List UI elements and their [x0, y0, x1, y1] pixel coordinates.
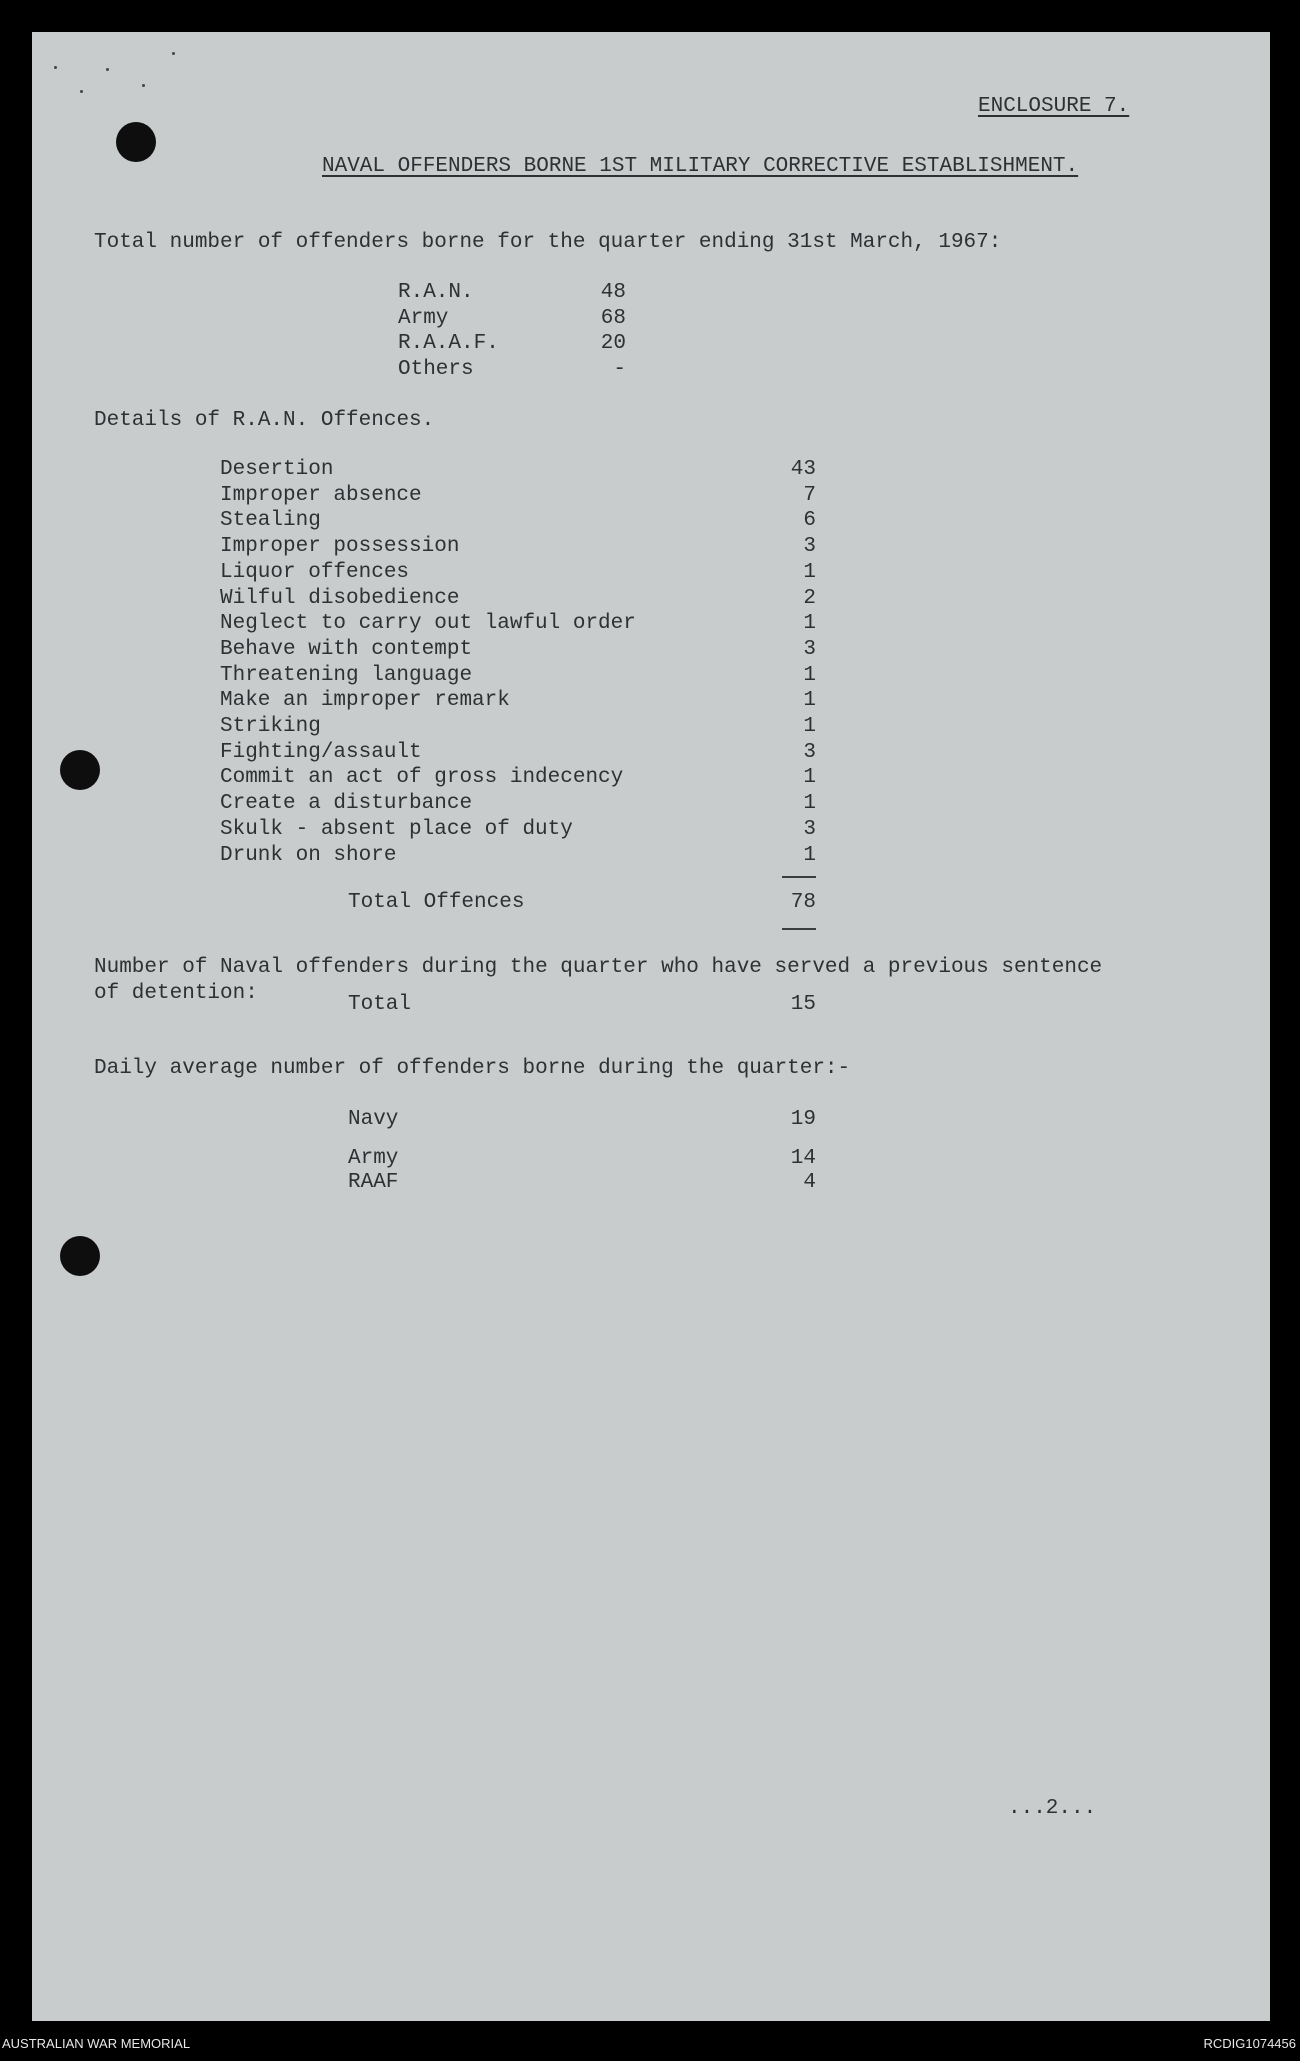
offence-row-value: 3: [803, 740, 816, 764]
service-row-label: R.A.A.F.: [398, 332, 499, 355]
previous-sentence-line1: Number of Naval offenders during the quarter who have served a previous sentence: [94, 956, 1103, 979]
footer-right: RCDIG1074456: [1203, 2036, 1296, 2051]
document-page: [32, 32, 1270, 2021]
punch-hole: [60, 1236, 100, 1276]
offence-row-value: 1: [803, 792, 816, 816]
offence-row-label: Commit an act of gross indecency: [220, 766, 624, 790]
service-row-value: 68: [600, 306, 626, 330]
service-row-label: Others: [398, 357, 474, 381]
daily-row-value: 4: [803, 1171, 816, 1194]
paper-speck: [106, 68, 109, 71]
paper-speck: [172, 52, 175, 55]
offence-row-label: Improper possession: [220, 535, 460, 559]
total-intro: Total number of offenders borne for the quarter ending 31st March, 1967:: [94, 231, 1002, 254]
offence-row-label: Neglect to carry out lawful order: [220, 612, 636, 636]
offence-row-label: Create a disturbance: [220, 792, 473, 816]
offence-row-label: Fighting/assault: [220, 740, 422, 764]
paper-speck: [54, 66, 57, 69]
service-row-value: -: [613, 357, 626, 381]
offence-row-label: Skulk - absent place of duty: [220, 817, 573, 841]
offence-row-value: 3: [803, 637, 816, 661]
offence-row-label: Threatening language: [220, 663, 473, 687]
daily-row-value: 19: [790, 1108, 816, 1131]
daily-row-value: 14: [790, 1147, 816, 1170]
offence-row-label: Improper absence: [220, 483, 422, 507]
offence-row-label: Wilful disobedience: [220, 586, 460, 610]
previous-total-label: Total: [348, 993, 412, 1016]
details-heading: Details of R.A.N. Offences.: [94, 409, 435, 432]
punch-hole: [60, 750, 100, 790]
service-row-label: Army: [398, 306, 449, 330]
footer-left: AUSTRALIAN WAR MEMORIAL: [2, 2036, 191, 2051]
daily-row-label: RAAF: [348, 1171, 399, 1194]
offence-row-value: 3: [803, 535, 816, 559]
total-offences-value: 78: [790, 891, 816, 914]
offence-row-label: Behave with contempt: [220, 637, 473, 661]
offence-row-label: Stealing: [220, 509, 321, 533]
offence-row-value: 7: [803, 483, 816, 507]
offence-row-value: 6: [803, 509, 816, 533]
paper-speck: [142, 84, 145, 87]
offence-row-value: 2: [803, 586, 816, 610]
service-row-value: 48: [600, 281, 626, 304]
offence-row-value: 1: [803, 689, 816, 713]
total-rule-bottom: [782, 928, 816, 930]
total-rule-top: [782, 876, 816, 878]
page-title: NAVAL OFFENDERS BORNE 1ST MILITARY CORRECTIVE ESTABLISHMENT.: [322, 155, 1079, 178]
enclosure-label: ENCLOSURE 7.: [978, 95, 1130, 118]
punch-hole: [116, 122, 156, 162]
offence-row-label: Liquor offences: [220, 560, 410, 584]
offence-row-value: 43: [790, 458, 816, 481]
offence-row-value: 1: [803, 663, 816, 687]
daily-row-label: Navy: [348, 1108, 399, 1131]
offence-row-value: 1: [803, 715, 816, 738]
paper-speck: [80, 90, 83, 93]
previous-total-value: 15: [790, 993, 816, 1016]
daily-row-label: Army: [348, 1147, 399, 1170]
page-marker: ...2...: [1008, 1797, 1097, 1820]
previous-sentence-line2: of detention:: [94, 982, 258, 1005]
offence-row-label: Desertion: [220, 458, 334, 481]
offence-row-value: 3: [803, 817, 816, 841]
offence-row-label: Drunk on shore: [220, 843, 397, 867]
offence-row-value: 1: [803, 766, 816, 790]
offence-row-value: 1: [803, 843, 816, 867]
offence-row-label: Make an improper remark: [220, 689, 510, 713]
total-offences-label: Total Offences: [348, 891, 525, 914]
service-row-value: 20: [600, 332, 626, 355]
daily-heading: Daily average number of offenders borne during the quarter:-: [94, 1057, 851, 1080]
offence-row-label: Striking: [220, 715, 321, 738]
offence-row-value: 1: [803, 612, 816, 636]
service-row-label: R.A.N.: [398, 281, 474, 304]
offence-row-value: 1: [803, 560, 816, 584]
